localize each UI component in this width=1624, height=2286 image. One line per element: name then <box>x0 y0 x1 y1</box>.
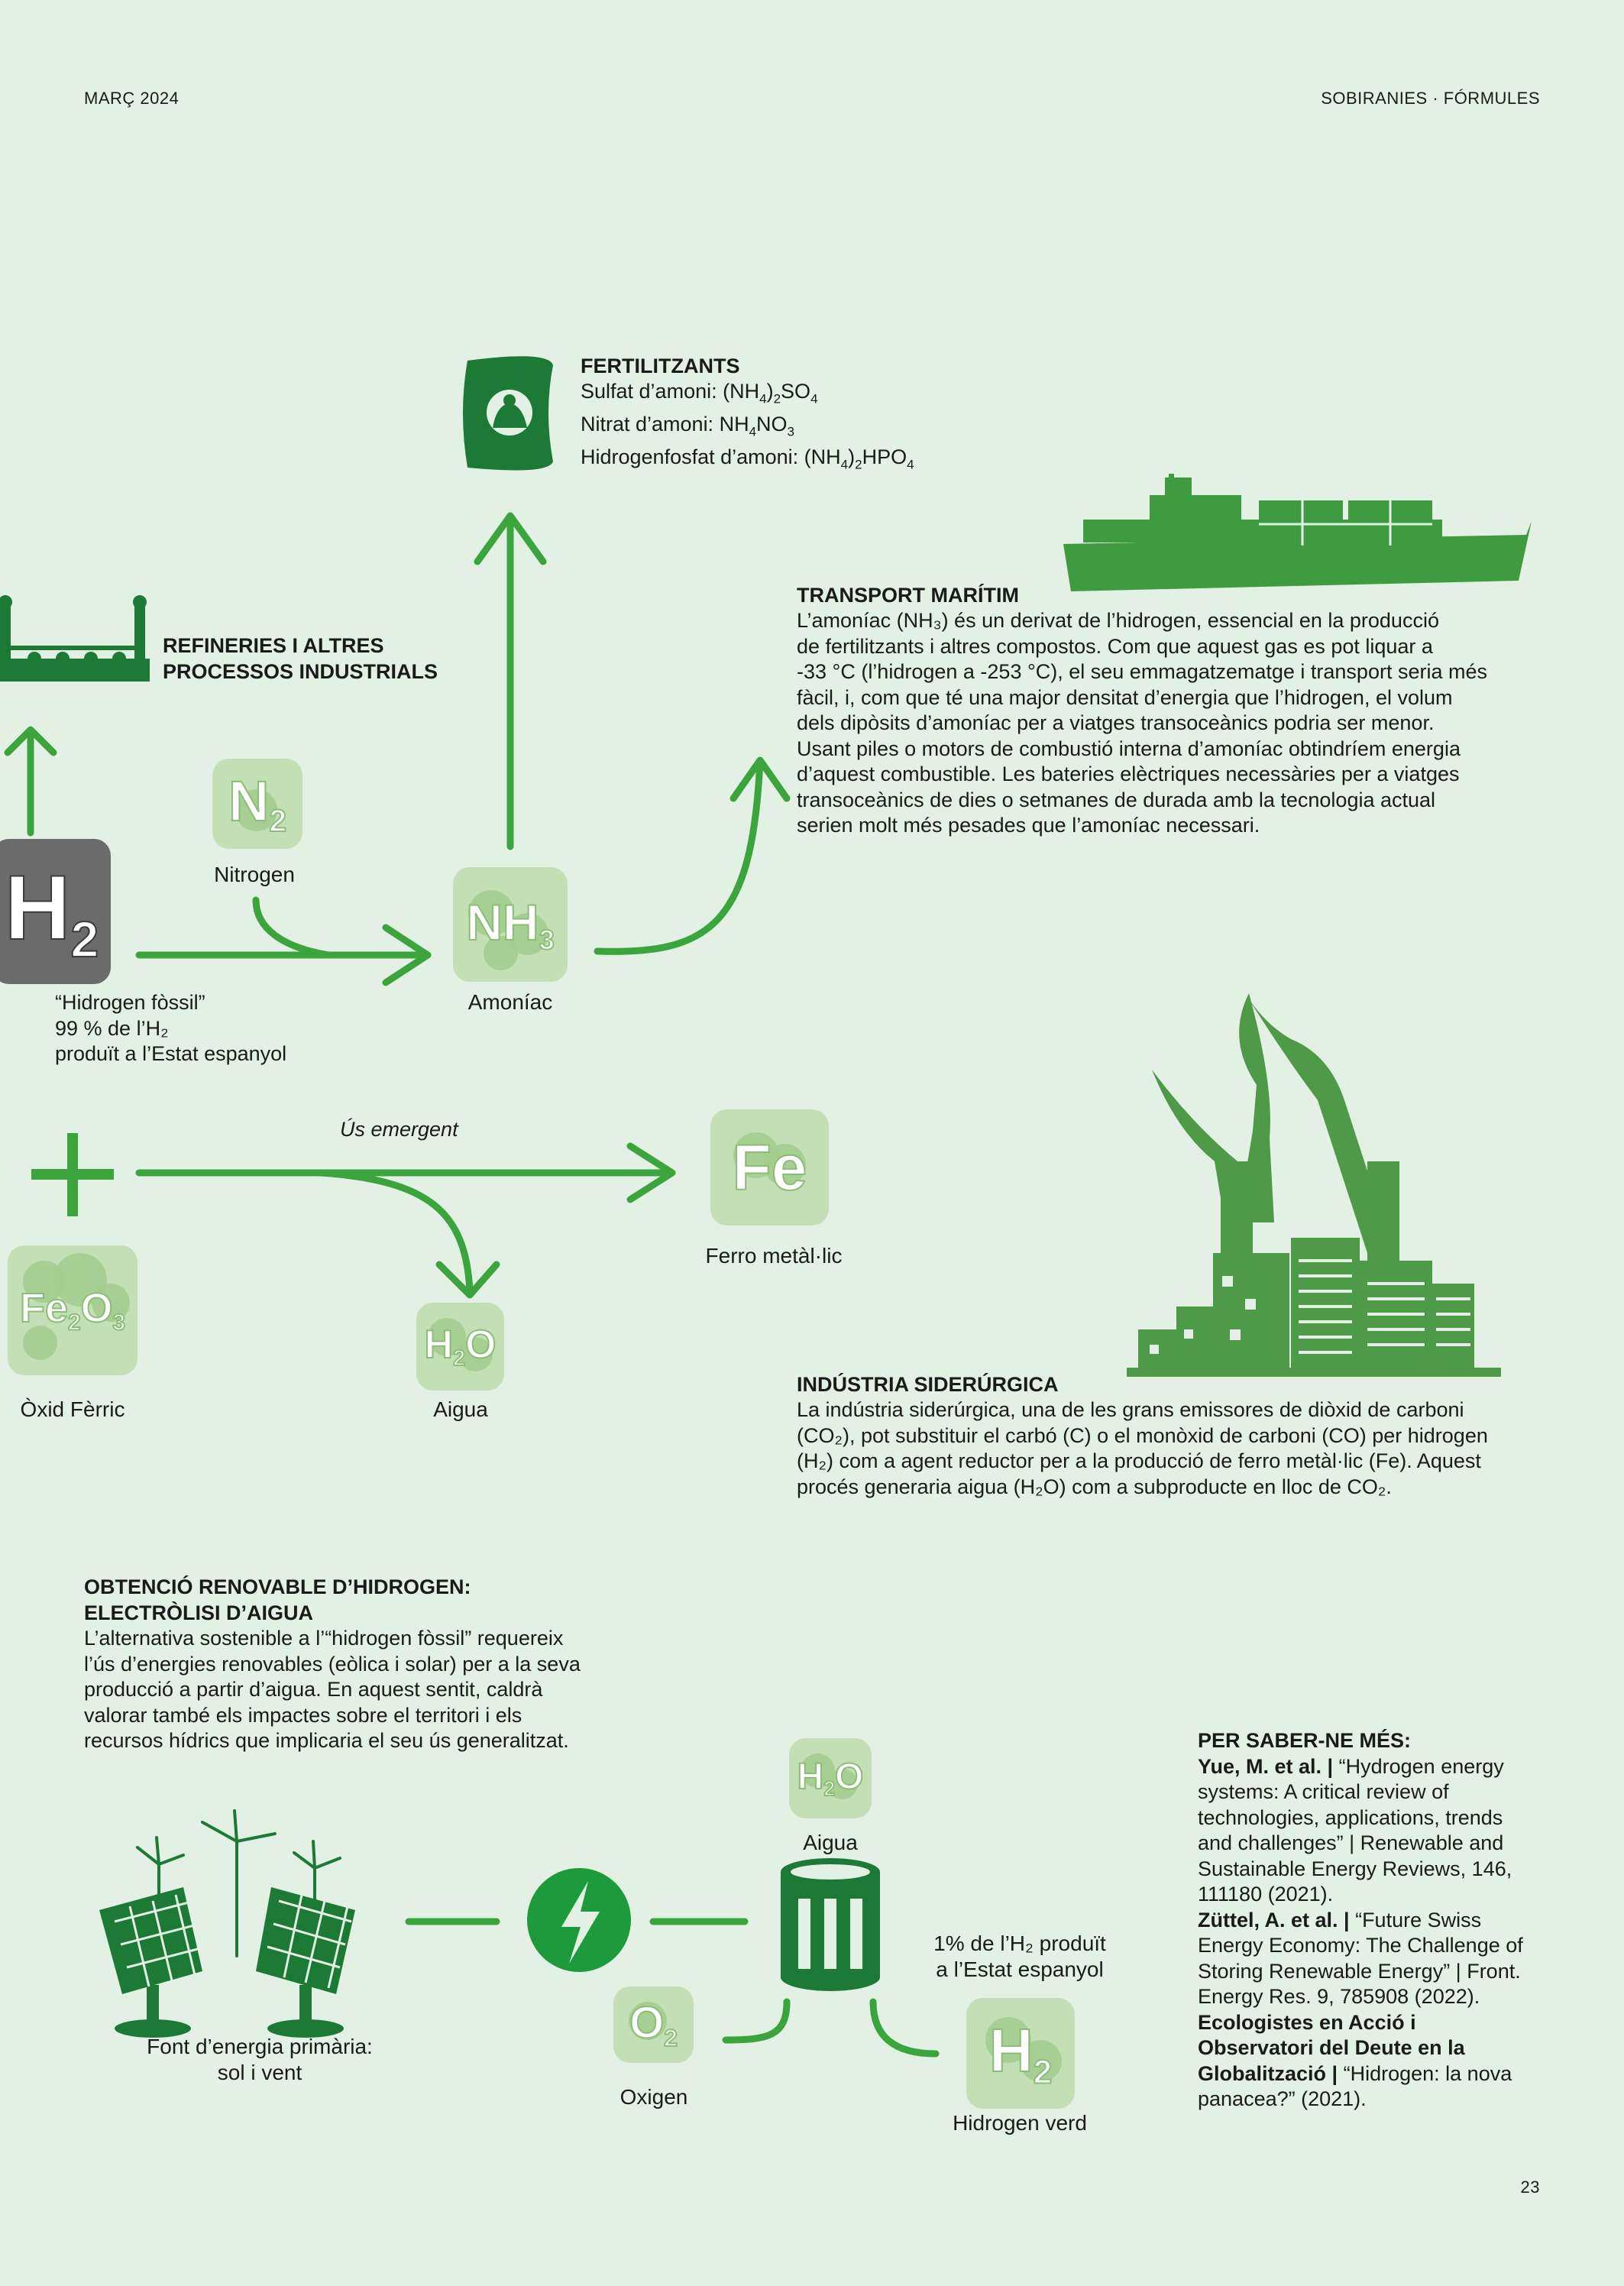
h2-fossil-label: “Hidrogen fòssil” 99 % de l’H₂ produït a l’Estat espanyol <box>55 991 287 1065</box>
h2o-electrolysis-tile: $H_2O$ <box>789 1738 872 1818</box>
h2-green-tile: $H_2$ <box>966 1998 1075 2109</box>
page-number: 23 <box>1520 2178 1540 2197</box>
n2-tile: $N_2$ <box>212 759 302 849</box>
nh3-tile: $NH_3$ <box>453 867 568 982</box>
shipping-title: TRANSPORT MARÍTIM <box>797 584 1019 607</box>
fe-tile: Fe <box>710 1109 829 1226</box>
section-label: SOBIRANIES · FÓRMULES <box>1321 89 1540 108</box>
renewable-body: L’alternativa sostenible a l’“hidrogen fòssil” requereix l’ús d’energies renovables (eòlica i solar) per a la seva producció a partir d’aigua. En aquest sentit, caldrà valorar també els impactes sobre el territori i els recursos hídrics que implicaria el seu ús generalitzat. <box>84 1627 581 1752</box>
h2o-electrolysis-label: Aigua <box>803 1831 858 1854</box>
emergent-use-label: Ús emergent <box>340 1118 458 1141</box>
renewable-title: OBTENCIÓ RENOVABLE D’HIDROGEN: ELECTRÒLISI D’AIGUA <box>84 1575 471 1624</box>
h2-green-label: Hidrogen verd <box>953 2111 1087 2135</box>
shipping-body: L’amoníac (NH₃) és un derivat de l’hidrogen, essencial en la producció de fertilitzants i altres compostos. Com que aquest gas es pot liquar a -33 °C (l’hidrogen a -253 °C), el seu emmagatzematge i transport seria més fàcil, i, com que té una major densitat d’energia que l’hidrogen, el volum dels dipòsits d’amoníac per a viatges transoceànics podria ser menor. Usant piles o motors de combustió interna d’amoníac obtindríem energia d’aquest combustible. Les bateries elèctriques necessàries per a viatges transoceànics de dies o setmanes de durada amb la tecnologia actual serien molt més pesades que l’amoníac necessari. <box>797 609 1487 837</box>
h2o-steel-tile: $H_2O$ <box>416 1303 504 1391</box>
green-h2-share: 1% de l’H₂ produït a l’Estat espanyol <box>933 1931 1106 1981</box>
references <box>1198 1728 1564 2113</box>
issue-date: MARÇ 2024 <box>84 89 180 108</box>
h2o-steel-label: Aigua <box>433 1397 488 1421</box>
fe2o3-label: Òxid Fèrric <box>20 1397 125 1421</box>
fertilizers-list <box>581 379 914 478</box>
nh3-label: Amoníac <box>467 990 553 1014</box>
fertilizer-item: Hidrogenfosfat d’amoni: $(NH_4)_2HPO_4$ <box>581 445 914 472</box>
o2-tile: $O_2$ <box>613 1986 694 2063</box>
o2-label: Oxigen <box>620 2085 688 2109</box>
fe2o3-tile: $Fe_2O_3$ <box>8 1245 137 1375</box>
fertilizer-item: Nitrat d’amoni: $NH_4NO_3$ <box>581 412 795 439</box>
steel-body: La indústria siderúrgica, una de les grans emissores de diòxid de carboni (CO₂), pot substituir el carbó (C) o el monòxid de carboni (CO) per hidrogen (H₂) com a agent reductor per a la producció de ferro metàl·lic (Fe). Aquest procés generaria aigua (H₂O) com a subproducte en lloc de CO₂. <box>797 1398 1488 1498</box>
steel-title: INDÚSTRIA SIDERÚRGICA <box>797 1373 1059 1396</box>
fertilizer-item: Sulfat d’amoni: $(NH_4)_2SO_4$ <box>581 380 818 406</box>
reference-item: Züttel, A. et al. | “Future Swiss Energy Economy: The Challenge of Storing Renewable Energy” | Front. Energy Res. 9, 785908 (2022). <box>1198 1908 1523 2008</box>
refineries-title: REFINERIES I ALTRES PROCESSOS INDUSTRIALS <box>163 634 438 683</box>
reference-item: Ecologistes en Acció i Observatori del Deute en la Globalització | “Hidrogen: la nova panacea?” (2021). <box>1198 2010 1512 2110</box>
fe-label: Ferro metàl·lic <box>705 1244 843 1268</box>
n2-label: Nitrogen <box>214 863 295 886</box>
energy-source-label: Font d’energia primària: sol i vent <box>147 2035 373 2084</box>
reference-item: Yue, M. et al. | “Hydrogen energy systems: A critical review of technologies, applications, trends and challenges” | Renewable and Sustainable Energy Reviews, 146, 111180 (2021). <box>1198 1754 1512 1906</box>
fertilizers-title: FERTILITZANTS <box>581 355 740 377</box>
references-title: PER SABER-NE MÉS: <box>1198 1729 1412 1752</box>
h2-fossil-tile: $H_2$ <box>0 839 111 984</box>
